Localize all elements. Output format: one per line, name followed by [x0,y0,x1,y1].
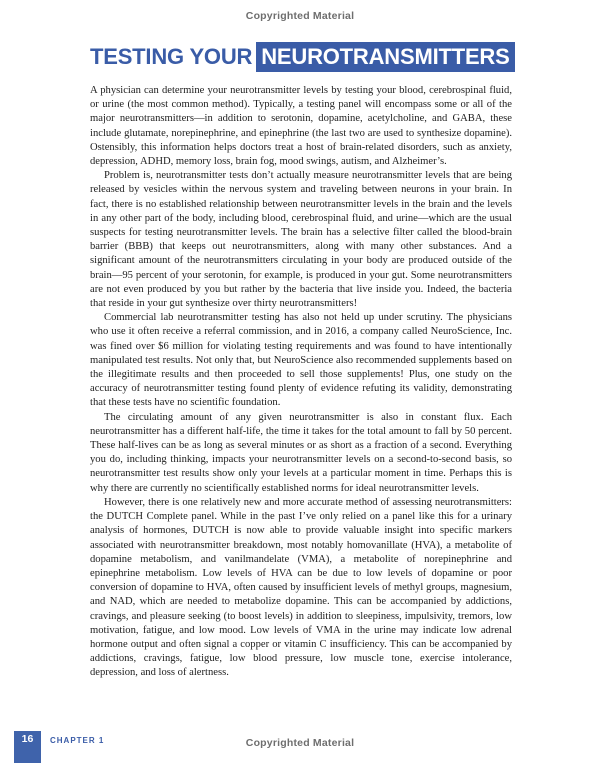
paragraph-1: A physician can determine your neurotransmitter levels by testing your blood, cerebrospinal fluid, or urine (the most common method). Typically, a testing panel will encompass some or all of the major neurotransmitters—in addition to serotonin, dopamine, acetylcholine, and GABA, these include glutamate, norepinephrine, and epinephrine (the last two are used to synthesize dopamine). Ostensibly, this information helps doctors treat a host of brain-related disorders, such as anxiety, depression, ADHD, memory loss, brain fog, mood swings, autism, and Alzheimer’s. [90,85,512,168]
page-title-highlight: NEUROTRANSMITTERS [256,42,514,72]
header-watermark: Copyrighted Material [245,10,355,22]
page-title [90,44,515,70]
paragraph-4: The circulating amount of any given neurotransmitter is also in constant flux. Each neurotransmitter has a different half-life, the time it takes for the total amount to fall by 50 percent. These half-lives can be as long as several minutes or as short as a fraction of a second. Everything you do, including thinking, impacts your neurotransmitter levels on a second-to-second basis, so neurotransmitter test results show only your levels at a particular moment in time. Perhaps this is why there are currently no scientifically established norms for ideal neurotransmitter levels. [90,411,512,494]
paragraph-3: Commercial lab neurotransmitter testing has also not held up under scrutiny. The physicians who use it often receive a referral commission, and in 2016, a company called NeuroScience, Inc. was fined over $6 million for violating testing requirements and was found to have intentionally manipulated test results. Not only that, but NeuroScience also recommended supplements based on the illegitimate results and then proceeded to sell those supplements! Plus, one study on the accuracy of neurotransmitter testing found plenty of evidence refuting its validity, demonstrating that these tests have no scientific foundation. [90,312,512,409]
chapter-label: CHAPTER 1 [50,736,105,745]
body-text [90,84,512,681]
page-title-plain: TESTING YOUR [90,44,253,69]
footer-watermark: Copyrighted Material [245,737,355,749]
paragraph-5: However, there is one relatively new and more accurate method of assessing neurotransmitters: the DUTCH Complete panel. While in the past I’ve only relied on a panel like this for a urinary analysis of hormones, DUTCH is now able to provide valuable insight into specific markers associated with neurotransmitter breakdown, most notably homovanillate (HVA), a metabolite of dopamine metabolism, and vanilmandelate (VMA), a metabolite of norepinephrine and epinephrine metabolism. Low levels of HVA can be due to low levels of dopamine or poor conversion of dopamine to HVA, often caused by insufficient levels of methyl groups, magnesium, and NAD, which are needed to metabolize dopamine. This can be accompanied by addictions, cravings, and pleasure seeking (to boost levels) in addition to sleepiness, impulsivity, tremors, low motivation, fatigue, and low mood. Low levels of VMA in the urine may indicate low adrenal hormone output and often signal a copper or vitamin C insufficiency. This can be accompanied by addictions, cravings, fatigue, low blood pressure, low muscle tone, exercise intolerance, depression, and loss of alertness. [90,496,512,679]
paragraph-2: Problem is, neurotransmitter tests don’t actually measure neurotransmitter levels that are being released by vesicles within the nervous system and traveling between neurons in your brain. In fact, there is no established relationship between neurotransmitter levels in the brain and the levels in any other part of the body, including blood, cerebrospinal fluid, and urine—which are the usual suspects for testing neurotransmitter levels. The brain has a selective filter called the blood-brain barrier (BBB) that keeps out neurotransmitters, along with many other substances. And a significant amount of the neurotransmitters circulating in your body are produced outside of the brain—95 percent of your serotonin, for example, is produced in your gut. Some neurotransmitters are not even produced by you but rather by the bacteria that live inside you. Indeed, the bacteria that reside in your gut synthesize over thirty neurotransmitters! [90,170,512,310]
page-number-badge: 16 [14,731,41,763]
